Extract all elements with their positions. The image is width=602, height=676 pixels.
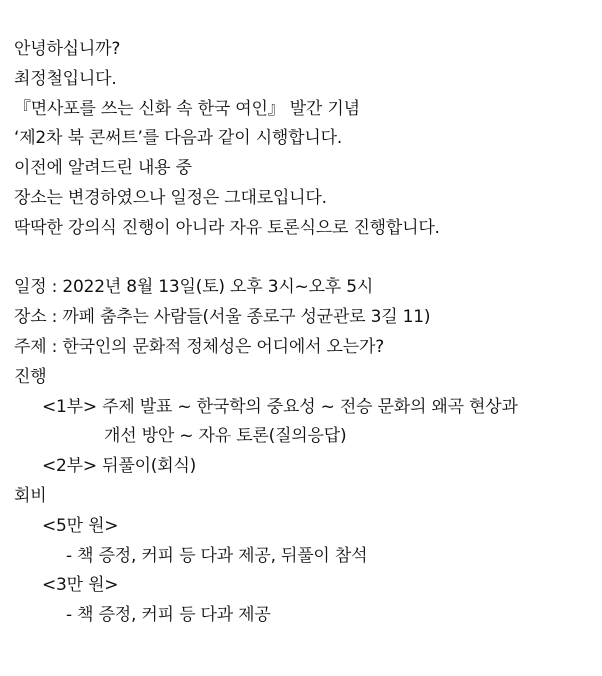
program-heading: 진행 <box>14 366 47 387</box>
format-line: 딱딱한 강의식 진행이 아니라 자유 토론식으로 진행합니다. <box>14 217 440 238</box>
event-announcement <box>14 35 598 631</box>
venue-change-line: 장소는 변경하였으나 일정은 그대로입니다. <box>14 187 327 208</box>
program-part2: <2부> 뒤풀이(회식) <box>42 456 197 477</box>
event-topic: 주제 : 한국인의 문화적 정체성은 어디에서 오는가? <box>14 336 385 357</box>
program-part1: <1부> 주제 발표 ~ 한국학의 중요성 ~ 전승 문화의 왜곡 현상과 <box>42 396 518 417</box>
notice-line: 이전에 알려드린 내용 중 <box>14 158 192 179</box>
event-date: 일정 : 2022년 8월 13일(토) 오후 3시~오후 5시 <box>14 277 374 298</box>
fee-tier1-description: - 책 증정, 커피 등 다과 제공, 뒤풀이 참석 <box>66 545 368 566</box>
fee-tier1-label: <5만 원> <box>42 515 119 536</box>
event-place: 장소 : 까페 춤추는 사람들(서울 종로구 성균관로 3길 11) <box>14 307 431 328</box>
program-part1-continued: 개선 방안 ~ 자유 토론(질의응답) <box>104 426 347 447</box>
paragraph-spacer <box>14 244 598 274</box>
fee-tier2-description: - 책 증정, 커피 등 다과 제공 <box>66 605 271 626</box>
event-name-line: ‘제2차 북 콘써트’를 다음과 같이 시행합니다. <box>14 128 343 149</box>
fee-tier2-label: <3만 원> <box>42 575 119 596</box>
fee-heading: 회비 <box>14 485 47 506</box>
book-title-line: 『면사포를 쓰는 신화 속 한국 여인』 발간 기념 <box>14 98 360 119</box>
sender-name-line: 최정철입니다. <box>14 68 117 89</box>
greeting-line: 안녕하십니까? <box>14 39 121 59</box>
